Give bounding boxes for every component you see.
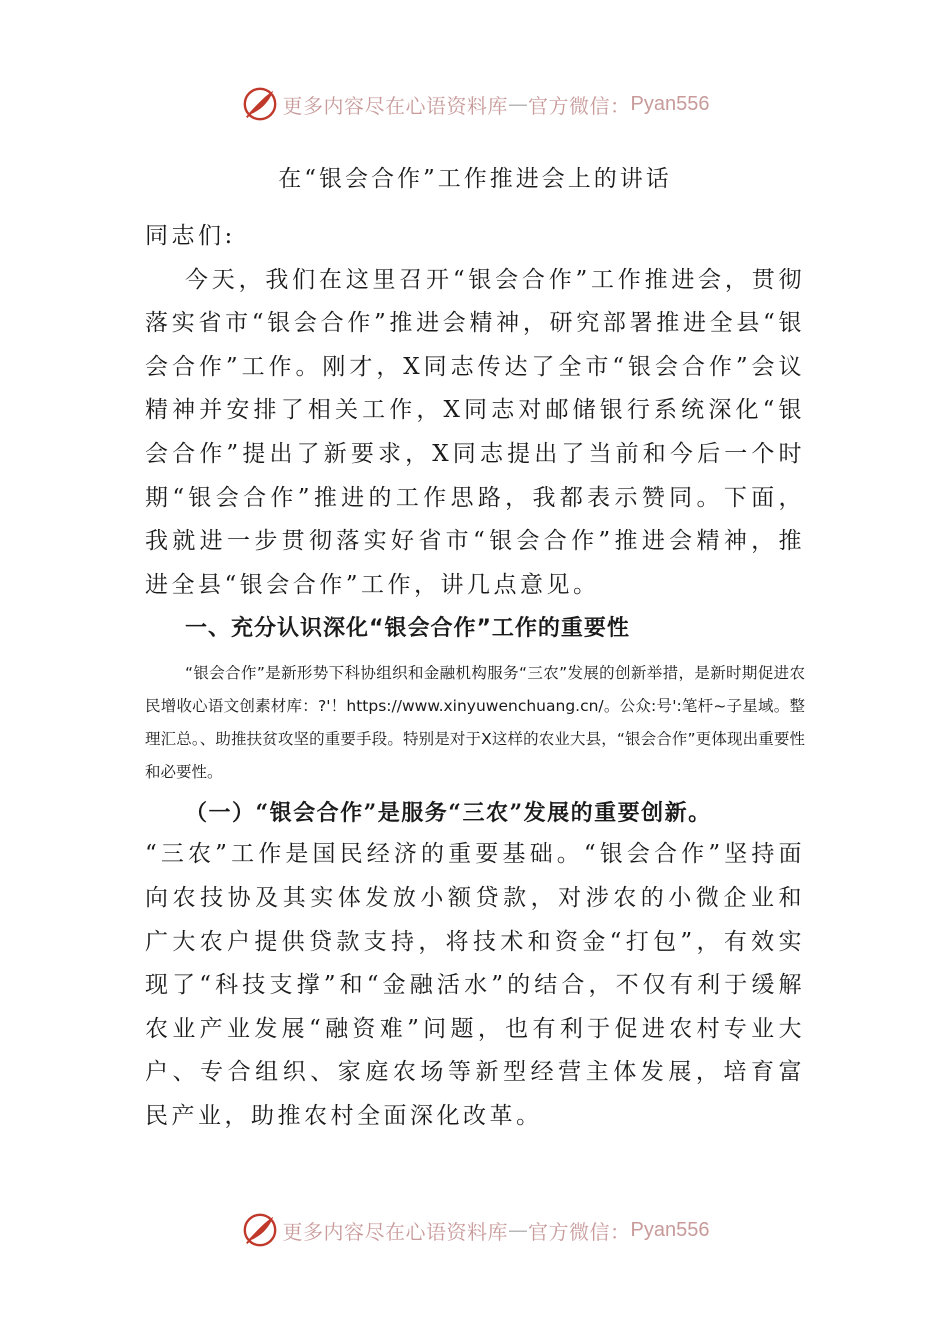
banner-text: 更多内容尽在心语资料库 [282,1219,509,1244]
document-body [145,160,805,1139]
banner-label: 官方微信： [528,93,631,118]
subsection-1-paragraph: “三农”工作是国民经济的重要基础。“银会合作”坚持面向农技协及其实体发放小额贷款，对涉农的小微企业和广大农户提供贷款支持，将技术和资金“打包”，有效实现了“科技支撑”和“金融活水”的结合，不仅有利于缓解农业产业发展“融资难”问题，也有利于促进农村专业大户、专合组织、家庭农场等新型经营主体发展，培育富民产业，助推农村全面深化改革。 [145,841,805,1129]
footer-banner [0,1208,950,1252]
intro-paragraph: 今天，我们在这里召开“银会合作”工作推进会，贯彻落实省市“银会合作”推进会精神，研究部署推进全县“银会合作”工作。刚才，X同志传达了全市“银会合作”会议精神并安排了相关工作，X同志对邮储银行系统深化“银会合作”提出了新要求，X同志提出了当前和今后一个时期“银会合作”推进的工作思路，我都表示赞同。下面，我就进一步贯彻落实好省市“银会合作”推进会精神，推进全县“银会合作”工作，讲几点意见。 [145,266,805,598]
salutation: 同志们: [145,223,236,249]
section-heading-1: 一、充分认识深化“银会合作”工作的重要性 [185,616,630,642]
document-title: 在“银会合作”工作推进会上的讲话 [278,166,672,192]
header-banner [0,82,950,126]
banner-label: 官方微信： [528,1219,631,1244]
banner-separator: — [508,92,529,116]
banner-wechat-id: Pyan556 [630,92,710,115]
quill-logo-icon [241,1211,279,1249]
subsection-heading-1: （一）“银会合作”是服务“三农”发展的重要创新。 [185,800,712,827]
banner-separator: — [508,1218,529,1242]
banner-wechat-id: Pyan556 [630,1218,710,1241]
banner-text: 更多内容尽在心语资料库 [282,93,509,118]
section-1-paragraph: “银会合作”是新形势下科协组织和金融机构服务“三农”发展的创新举措，是新时期促进农民增收心语文创素材库：?'！https://www.xinyuwenchuang.cn/。公众:号':笔杆~子星域。整理汇总。、助推扶贫攻坚的重要手段。特别是对于X这样的农业大县，“银会合作”更体现出重要性和必要性。 [145,664,805,782]
quill-logo-icon [241,85,279,123]
